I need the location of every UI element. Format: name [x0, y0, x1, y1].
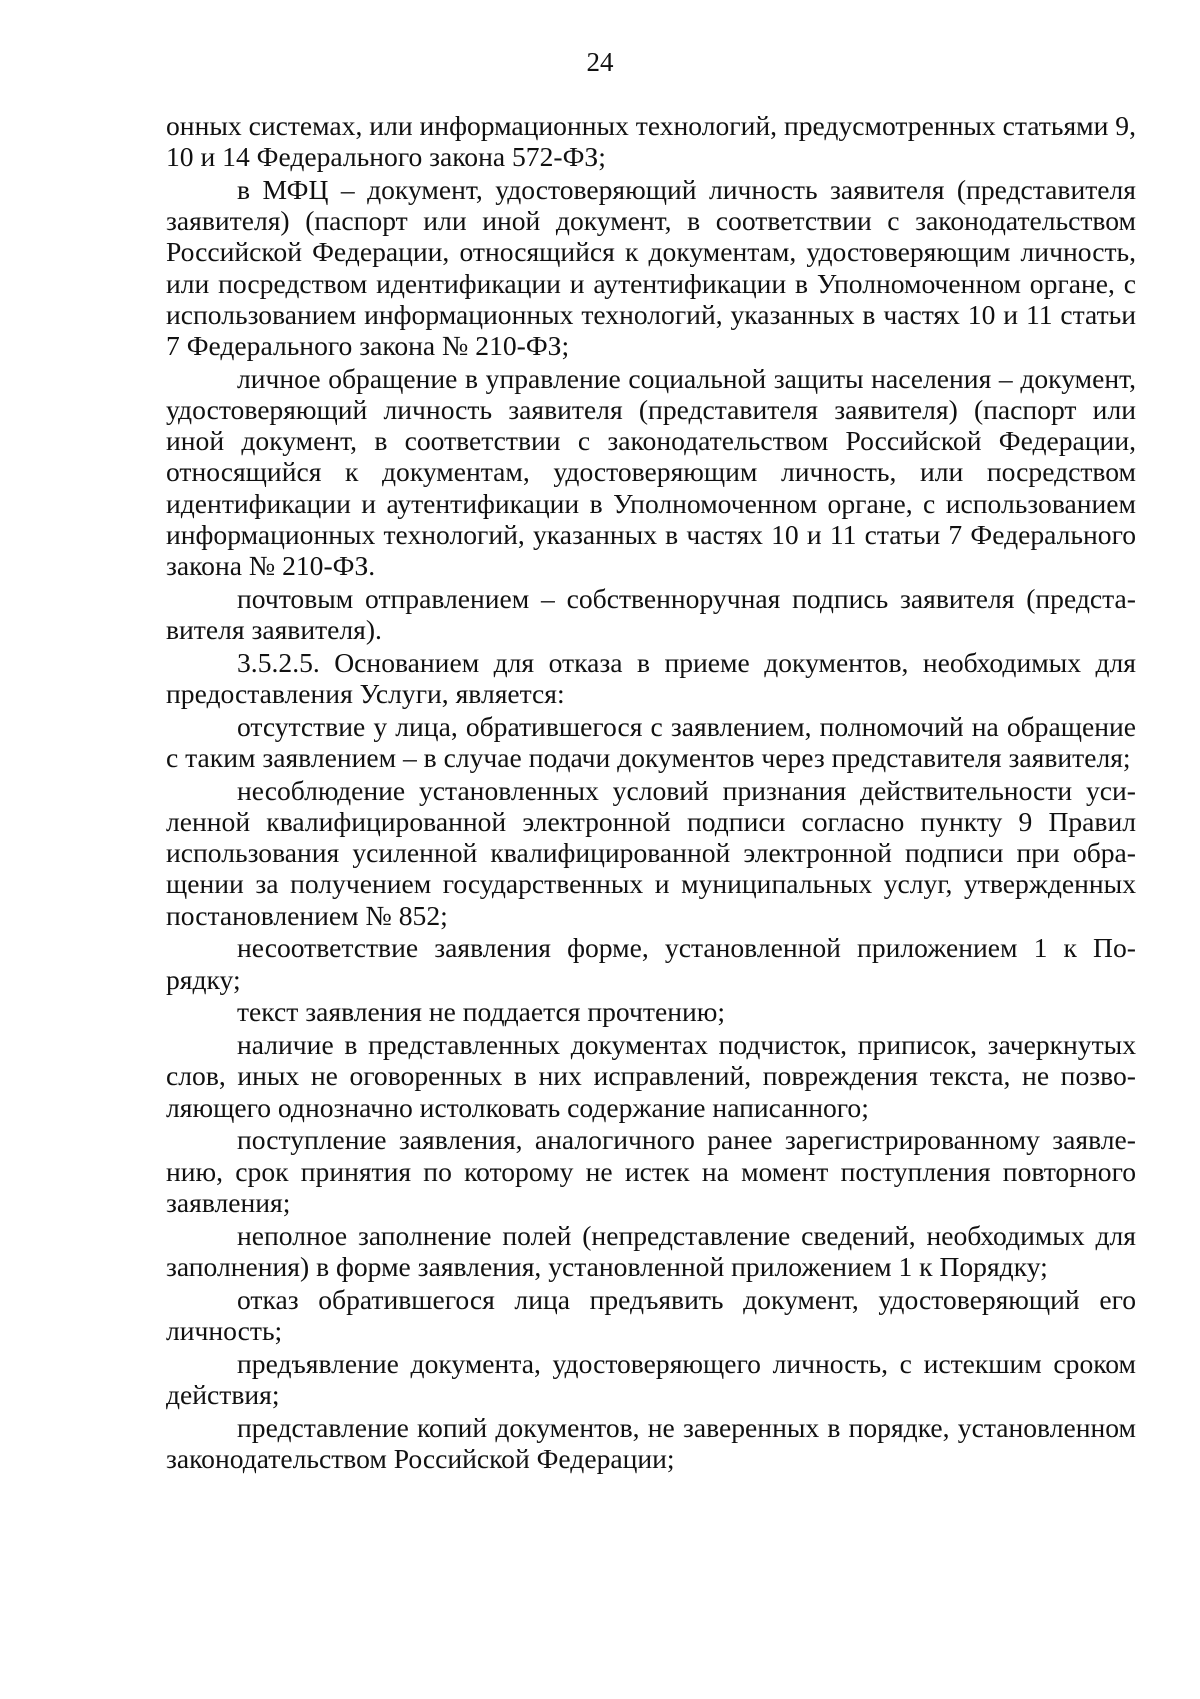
paragraph-corrections: наличие в представленных документах подчисток, приписок, зачеркнутых слов, иных не оговоренных в них исправлений, повреждения текста, не позволяющего однозначно истолковать содержание написанного; [166, 1029, 1136, 1123]
paragraph-no-authority: отсутствие у лица, обратившегося с заявлением, полномочий на обращение с таким заявлением – в случае подачи документов через представителя заявителя; [166, 710, 1136, 774]
paragraph-personal-visit: личное обращение в управление социальной защиты населения – документ, удостоверяющий личность заявителя (представителя заявителя) (паспорт или иной документ, в соответствии с законодательством Российской Федерации, относящийся к документам, удостоверяющим личность, или посредством идентификации и аутентификации в Уполномоченном органе, с использованием информационных технологий, указанных в частях 10 и 11 статьи 7 Федерального закона № 210-ФЗ. [166, 362, 1136, 582]
paragraph-expired-id: предъявление документа, удостоверяющего личность, с истекшим сроком действия; [166, 1347, 1136, 1410]
paragraph-duplicate: поступление заявления, аналогичного ранее зарегистрированному заявлению, срок принятия по которому не истек на момент поступления повторного заявления; [166, 1124, 1136, 1218]
paragraph-mfc-identity: в МФЦ – документ, удостоверяющий личность заявителя (представителя заявителя) (паспорт или иной документ, в соответствии с законодательством Российской Федерации, относящийся к документам, удостоверяющим личность, или посредством идентификации и аутентификации в Уполномоченном органе, с использованием информационных технологий, указанных в частях 10 и 11 статьи 7 Федерального закона № 210-ФЗ; [166, 174, 1136, 362]
page-number: 24 [586, 47, 614, 77]
paragraph-postal: почтовым отправлением – собственноручная подпись заявителя (представителя заявителя). [166, 582, 1136, 646]
paragraph-refusal-id: отказ обратившегося лица предъявить документ, удостоверяющий его личность; [166, 1283, 1136, 1346]
paragraph-section-3-5-2-5: 3.5.2.5. Основанием для отказа в приеме документов, необходимых для предоставления Услуги, является: [166, 646, 1136, 710]
paragraph-uncertified-copies: представление копий документов, не заверенных в порядке, установленном законодательством Российской Федерации; [166, 1411, 1136, 1474]
paragraph-signature-invalid: несоблюдение установленных условий признания действительности усиленной квалифицированной электронной подписи согласно пункту 9 Правил использования усиленной квалифицированной электронной подписи при обращении за получением государственных и муниципальных услуг, утвержденных постановлением № 852; [166, 774, 1136, 931]
paragraph-incomplete: неполное заполнение полей (непредставление сведений, необходимых для заполнения) в форме заявления, установленной приложением 1 к Порядку; [166, 1219, 1136, 1282]
paragraph-continuation: онных системах, или информационных технологий, предусмотренных статьями 9, 10 и 14 Федерального закона 572-ФЗ; [166, 110, 1136, 173]
paragraph-unreadable: текст заявления не поддается прочтению; [237, 996, 726, 1028]
paragraph-form-mismatch: несоответствие заявления форме, установленной приложением 1 к Порядку; [166, 932, 1136, 995]
document-body [166, 110, 1136, 1476]
